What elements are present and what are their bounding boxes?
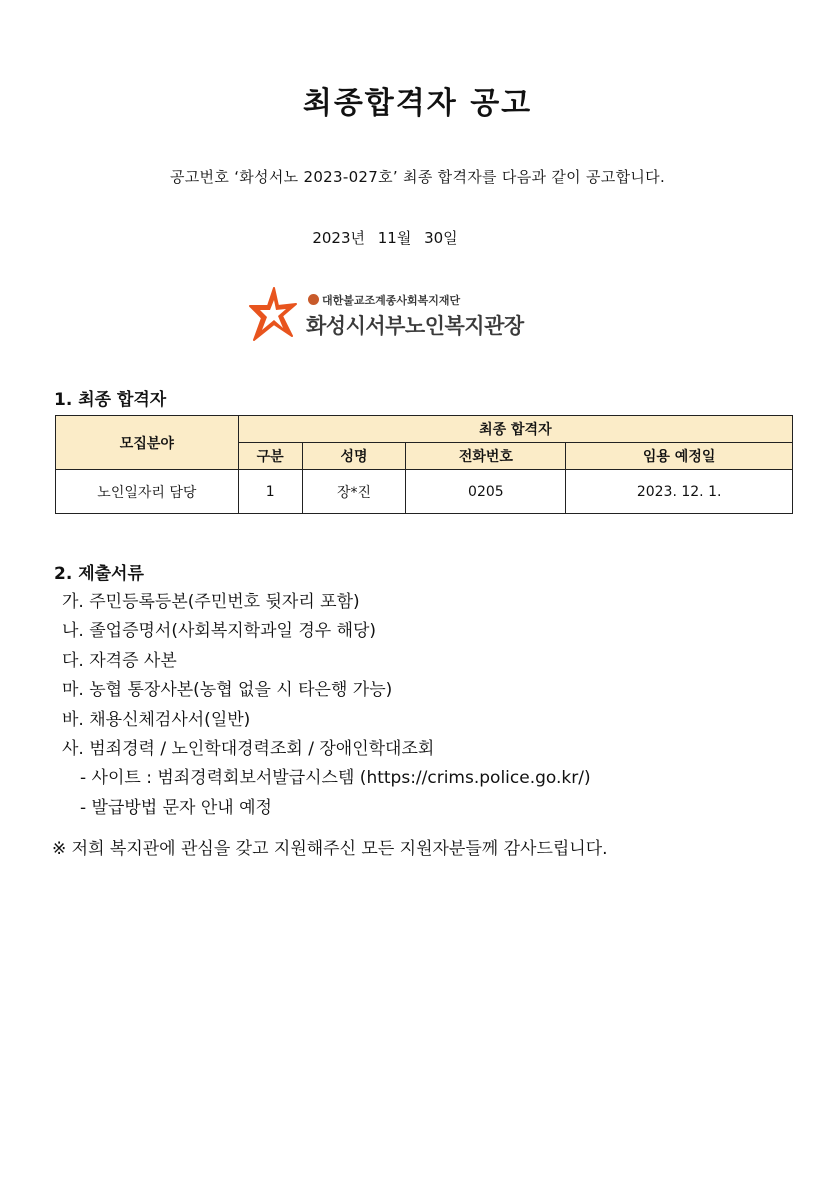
seal-icon (308, 294, 319, 305)
section1-heading: 1. 최종 합격자 (54, 390, 167, 410)
documents-list (62, 588, 591, 823)
list-item: 다. 자격증 사본 (62, 650, 177, 671)
organization-logo (248, 286, 538, 346)
page-title: 최종합격자 공고 (302, 86, 533, 121)
group-header: 최종 합격자 (238, 416, 792, 443)
col-no-header: 구분 (238, 443, 302, 470)
announcement-date: 2023년 11월 30일 (312, 229, 458, 247)
col-start-date-header: 임용 예정일 (566, 443, 793, 470)
section2-heading: 2. 제출서류 (54, 564, 144, 584)
cell-name: 장*진 (302, 470, 406, 514)
logo-org-text: 대한불교조계종사회복지재단 (322, 294, 461, 307)
logo-org-label (308, 292, 460, 308)
list-item: 바. 채용신체검사서(일반) (62, 709, 251, 730)
cell-start-date: 2023. 12. 1. (566, 470, 793, 514)
list-item: 사. 범죄경력 / 노인학대경력조회 / 장애인학대조회 (62, 739, 435, 760)
table-row (56, 470, 793, 514)
list-subitem: - 발급방법 문자 안내 예정 (80, 797, 272, 818)
list-item: 나. 졸업증명서(사회복지학과일 경우 해당) (62, 621, 377, 642)
col-field-header: 모집분야 (56, 416, 239, 470)
list-item: 가. 주민등록등본(주민번호 뒷자리 포함) (62, 592, 360, 612)
col-name-header: 성명 (302, 443, 406, 470)
final-candidates-table (55, 415, 793, 514)
intro-text: 공고번호 ‘화성서노 2023-027호’ 최종 합격자를 다음과 같이 공고합니다. (169, 168, 666, 186)
col-phone-header: 전화번호 (406, 443, 566, 470)
star-logo-icon (248, 286, 300, 346)
logo-name-text: 화성시서부노인복지관장 (306, 314, 524, 338)
list-subitem: - 사이트 : 범죄경력회보서발급시스템 (https://crims.police.go.kr/) (80, 768, 591, 789)
cell-field: 노인일자리 담당 (56, 470, 239, 514)
closing-note: ※ 저희 복지관에 관심을 갖고 지원해주신 모든 지원자분들께 감사드립니다. (52, 839, 608, 859)
cell-no: 1 (238, 470, 302, 514)
list-item: 마. 농협 통장사본(농협 없을 시 타은행 가능) (62, 680, 393, 701)
cell-phone: 0205 (406, 470, 566, 514)
